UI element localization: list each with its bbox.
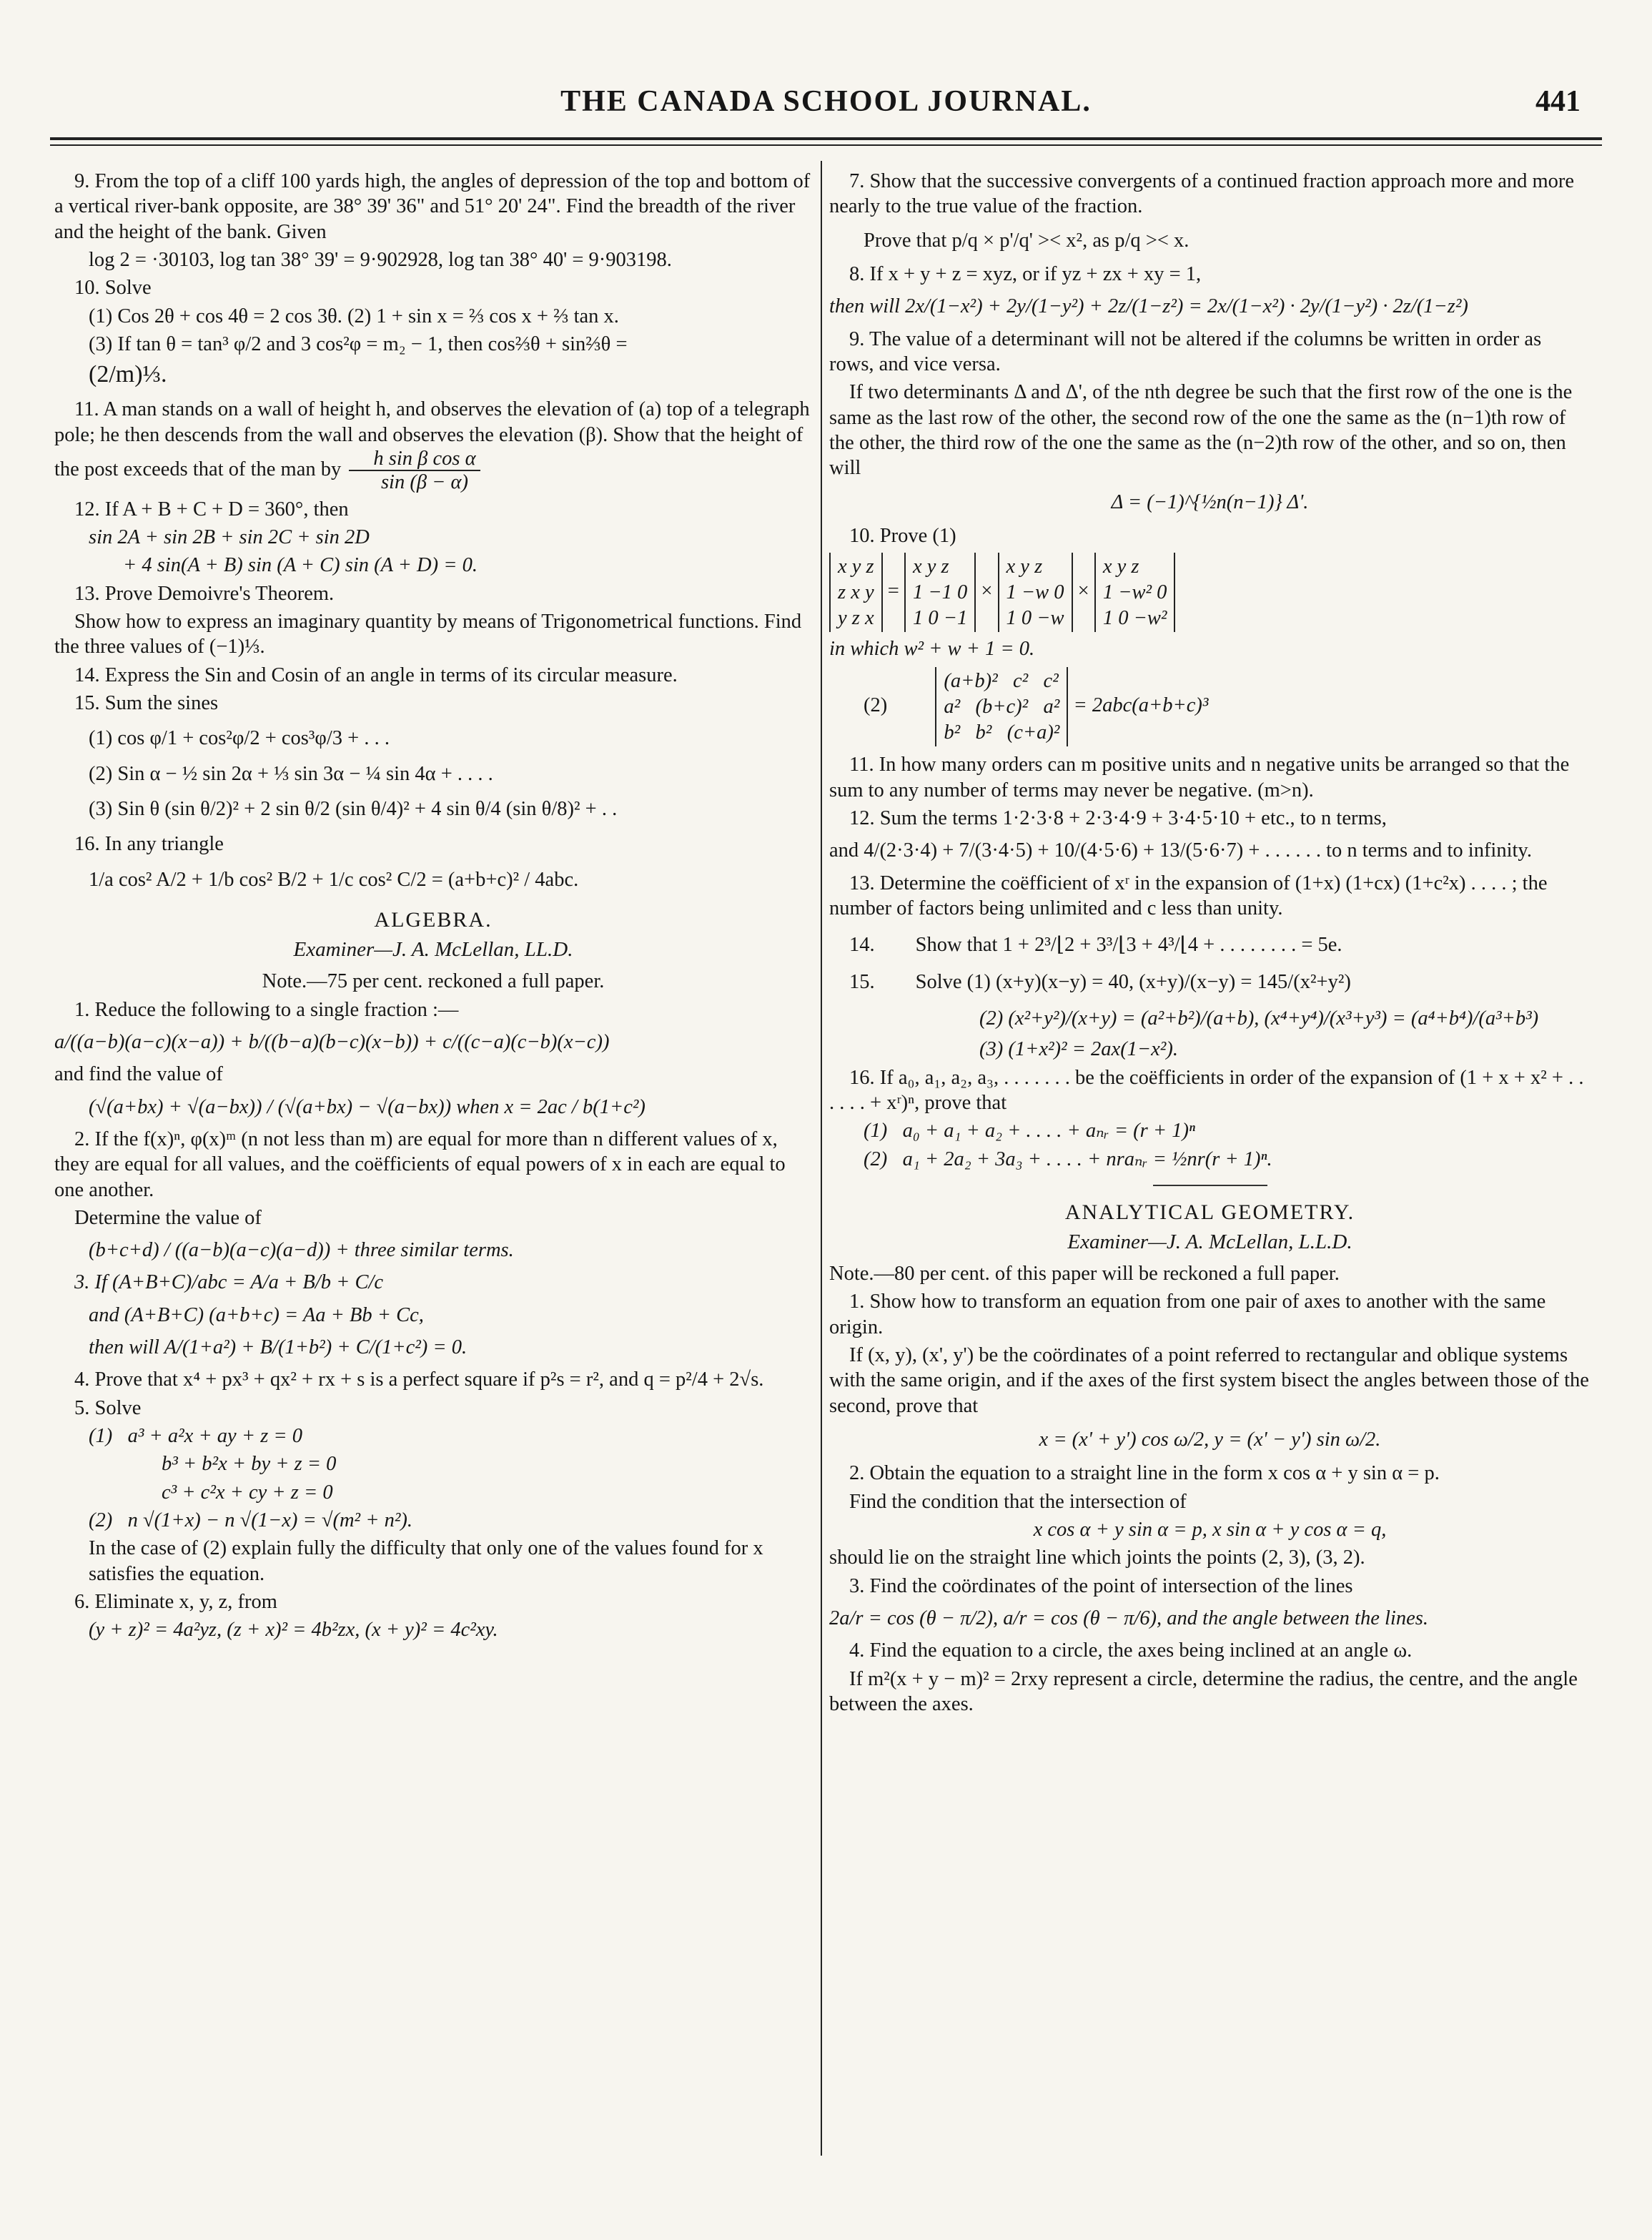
- right-column: [829, 169, 1591, 1720]
- geometry-question-1-c: x = (x' + y') cos ω/2, y = (x' − y') sin ω/2.: [1039, 1429, 1381, 1451]
- algebra-question-1: 1. Reduce the following to a single fraction :—: [74, 998, 459, 1021]
- algebra-question-3: 3. If (A+B+C)/abc = A/a + B/b + C/c: [74, 1271, 384, 1294]
- question-10: 10. Solve: [74, 277, 152, 300]
- question-11-numerator: h sin β cos α: [349, 448, 480, 471]
- algebra-question-16-part-2: (2) a₁ + 2a₂ + 3a₃ + . . . . + nraₙᵣ = ½nr(r + 1)ⁿ.: [864, 1148, 1272, 1170]
- determinant-3-row: 1 0 −w: [1006, 606, 1064, 629]
- question-10-part-1: (1) Cos 2θ + cos 4θ = 2 cos 3θ. (2) 1 + sin x = ⅔ cos x + ⅔ tan x.: [89, 305, 619, 327]
- question-16: 16. In any triangle: [74, 833, 224, 856]
- question-10-part-3: (3) If tan θ = tan³ φ/2 and 3 cos²φ = m₂ − 1, then cos⅔θ + sin⅔θ =: [89, 332, 628, 355]
- determinant-4-row: 1 0 −w²: [1102, 606, 1167, 629]
- geometry-question-4: 4. Find the equation to a circle, the axes being inclined at an angle ω.: [849, 1639, 1413, 1662]
- algebra-question-10: 10. Prove (1): [849, 524, 956, 547]
- equals-sign: =: [887, 580, 904, 603]
- algebra-question-15: 15. Solve (1) (x+y)(x−y) = 40, (x+y)/(x−y) = 145/(x²+y²): [849, 970, 1351, 993]
- determinant-5-row: (a+b)² c² c²: [944, 670, 1059, 693]
- algebra-heading: ALGEBRA.: [374, 908, 493, 932]
- determinant-1-row: z x y: [838, 581, 874, 603]
- algebra-question-10-determinants: [829, 553, 1591, 632]
- determinant-2-row: 1 −1 0: [912, 581, 968, 603]
- algebra-question-9-b: If two determinants Δ and Δ', of the nth degree be such that the first row of the one is the same as the last row of the other, the second row of the one the same as the (n−1)th row of the other, the third row of the one the same as the (n−2)th row of the other, and so on, then will: [829, 381, 1573, 480]
- algebra-examiner: Examiner—J. A. McLellan, LL.D.: [293, 938, 573, 962]
- determinant-5-row: b² b² (c+a)²: [944, 721, 1060, 744]
- question-16-equation: 1/a cos² A/2 + 1/b cos² B/2 + 1/c cos² C/2 = (a+b+c)² / 4abc.: [89, 868, 579, 891]
- algebra-question-5-eq-3: c³ + c²x + cy + z = 0: [162, 1481, 333, 1504]
- question-11-denominator: sin (β − α): [380, 471, 468, 494]
- header-rule-thin: [50, 144, 1602, 146]
- part-2-label: (2): [864, 694, 888, 717]
- algebra-question-2: 2. If the f(x)ⁿ, φ(x)ᵐ (n not less than m) are equal for more than n different values of x, they are equal for all values, and the coëfficients of equal powers of x in each are equal to one another.: [54, 1128, 786, 1201]
- question-15: 15. Sum the sines: [74, 692, 219, 715]
- question-13-body: Show how to express an imaginary quantity by means of Trigonometrical functions. Find the three values of (−1)⅓.: [54, 611, 802, 658]
- question-12-line-a: sin 2A + sin 2B + sin 2C + sin 2D: [89, 526, 370, 549]
- algebra-question-7: 7. Show that the successive convergents of a continued fraction approach more and more nearly to the true value of the fraction.: [829, 170, 1575, 218]
- algebra-question-15-part-3: (3) (1+x²)² = 2ax(1−x²).: [979, 1038, 1178, 1061]
- algebra-question-5-note: In the case of (2) explain fully the difficulty that only one of the values found for x satisfies the equation.: [89, 1537, 763, 1585]
- algebra-question-7-b: Prove that p/q × p'/q' >< x², as p/q >< x.: [864, 229, 1189, 252]
- geometry-question-2-d: should lie on the straight line which joints the points (2, 3), (3, 2).: [829, 1546, 1365, 1569]
- question-12-line-b: + 4 sin(A + B) sin (A + C) sin (A + D) = 0.: [123, 554, 478, 577]
- determinant-4: [1094, 553, 1176, 632]
- determinant-1: [829, 553, 883, 632]
- geometry-examiner: Examiner—J. A. McLellan, L.L.D.: [1067, 1230, 1352, 1254]
- algebra-question-14: 14. Show that 1 + 2³/⌊2 + 3³/⌊3 + 4³/⌊4 + . . . . . . . . = 5e.: [849, 934, 1342, 957]
- algebra-question-5-eq-1: (1) a³ + a²x + ay + z = 0: [89, 1425, 303, 1448]
- algebra-question-2-b: Determine the value of: [74, 1206, 262, 1229]
- algebra-question-5-part-2: (2) n √(1+x) − n √(1−x) = √(m² + n²).: [89, 1509, 412, 1532]
- determinant-2-row: 1 0 −1: [912, 606, 968, 629]
- question-12: 12. If A + B + C + D = 360°, then: [74, 498, 349, 520]
- determinant-4-row: x y z: [1102, 556, 1139, 578]
- algebra-question-8-b: then will 2x/(1−x²) + 2y/(1−y²) + 2z/(1−z²) = 2x/(1−x²) · 2y/(1−y²) · 2z/(1−z²): [829, 295, 1468, 318]
- determinant-5-row: a² (b+c)² a²: [944, 696, 1060, 719]
- question-15-part-3: (3) Sin θ (sin θ/2)² + 2 sin θ/2 (sin θ/4)² + 4 sin θ/4 (sin θ/8)² + . .: [89, 798, 618, 821]
- question-9: 9. From the top of a cliff 100 yards high, the angles of depression of the top and bottom of a vertical river-bank opposite, are 38° 39' 36" and 51° 20' 24". Find the breadth of the river and the height of the bank. Given: [54, 170, 811, 243]
- algebra-question-6: 6. Eliminate x, y, z, from: [74, 1591, 277, 1614]
- algebra-question-4: 4. Prove that x⁴ + px³ + qx² + rx + s is a perfect square if p²s = r², and q = p²/4 + 2√s.: [74, 1368, 764, 1391]
- question-10-part-3-result: (2/m)⅓.: [89, 361, 167, 388]
- part-2-result: = 2abc(a+b+c)³: [1073, 694, 1209, 717]
- algebra-question-10-part-2: [864, 667, 1591, 746]
- column-divider: [821, 161, 822, 2156]
- journal-title: THE CANADA SCHOOL JOURNAL.: [560, 85, 1092, 118]
- page-header: [50, 84, 1602, 134]
- times-sign: ×: [981, 580, 998, 603]
- geometry-question-3-b: 2a/r = cos (θ − π/2), a/r = cos (θ − π/6), and the angle between the lines.: [829, 1607, 1428, 1630]
- algebra-question-9-c: Δ = (−1)^{½n(n−1)} Δ'.: [1111, 490, 1309, 513]
- algebra-question-8: 8. If x + y + z = xyz, or if yz + zx + xy = 1,: [849, 262, 1202, 285]
- question-14: 14. Express the Sin and Cosin of an angle in terms of its circular measure.: [74, 663, 678, 686]
- algebra-question-3-b: and (A+B+C) (a+b+c) = Aa + Bb + Cc,: [89, 1303, 424, 1326]
- question-11-fraction: [349, 448, 480, 494]
- algebra-question-1-expression: a/((a−b)(a−c)(x−a)) + b/((b−a)(b−c)(x−b)) + c/((c−a)(c−b)(x−c)): [54, 1030, 610, 1053]
- times-sign: ×: [1077, 580, 1094, 603]
- algebra-question-16-part-1: (1) a₀ + a₁ + a₂ + . . . . + aₙᵣ = (r + 1)ⁿ: [864, 1120, 1195, 1143]
- algebra-question-5-eq-2: b³ + b²x + by + z = 0: [162, 1453, 337, 1476]
- determinant-1-row: y z x: [838, 606, 874, 629]
- geometry-note: Note.—80 per cent. of this paper will be reckoned a full paper.: [829, 1263, 1340, 1286]
- algebra-question-2-c: (b+c+d) / ((a−b)(a−c)(a−d)) + three similar terms.: [89, 1239, 514, 1262]
- question-13: 13. Prove Demoivre's Theorem.: [74, 582, 335, 605]
- algebra-question-11: 11. In how many orders can m positive units and n negative units be arranged so that the sum to any number of terms may never be negative. (m>n).: [829, 754, 1570, 801]
- determinant-4-row: 1 −w² 0: [1102, 581, 1167, 603]
- question-15-part-2: (2) Sin α − ½ sin 2α + ⅓ sin 3α − ¼ sin 4α + . . . .: [89, 762, 493, 785]
- algebra-question-15-part-2: (2) (x²+y²)/(x+y) = (a²+b²)/(a+b), (x⁴+y⁴)/(x³+y³) = (a⁴+b⁴)/(a³+b³): [979, 1007, 1539, 1030]
- geometry-question-1: 1. Show how to transform an equation from one pair of axes to another with the same origin.: [829, 1291, 1546, 1338]
- page-number: 441: [1535, 85, 1581, 118]
- algebra-question-13: 13. Determine the coëfficient of xʳ in the expansion of (1+x) (1+cx) (1+c²x) . . . . ; the number of factors being unlimited and c less than unity.: [829, 872, 1548, 919]
- geometry-question-2-b: Find the condition that the intersection of: [849, 1490, 1187, 1513]
- algebra-note: Note.—75 per cent. reckoned a full paper.: [262, 970, 605, 993]
- question-11-text: 11. A man stands on a wall of height h, and observes the elevation of (a) top of a telegraph pole; he then descends from the wall and observes the elevation (β). Show that the height of the post exceeds that of the man by: [54, 398, 810, 480]
- geometry-question-2: 2. Obtain the equation to a straight line in the form x cos α + y sin α = p.: [849, 1462, 1440, 1485]
- header-rule-thick: [50, 137, 1602, 140]
- geometry-question-1-b: If (x, y), (x', y') be the coördinates of a point referred to rectangular and oblique systems with the same origin, and if the axes of the first system bisect the angles between those of the second, prove that: [829, 1344, 1589, 1417]
- algebra-question-1-b: and find the value of: [54, 1063, 223, 1086]
- left-column: [54, 169, 812, 1646]
- determinant-2: [904, 553, 976, 632]
- determinant-1-row: x y z: [838, 556, 874, 578]
- algebra-question-6-equations: (y + z)² = 4a²yz, (z + x)² = 4b²zx, (x + y)² = 4c²xy.: [89, 1619, 498, 1642]
- geometry-question-2-c: x cos α + y sin α = p, x sin α + y cos α = q,: [1033, 1519, 1387, 1541]
- algebra-question-5: 5. Solve: [74, 1396, 142, 1419]
- question-11: [54, 397, 812, 493]
- question-9-logs: log 2 = ·30103, log tan 38° 39' = 9·902928, log tan 38° 40' = 9·903198.: [89, 248, 672, 271]
- question-15-part-1: (1) cos φ/1 + cos²φ/2 + cos³φ/3 + . . .: [89, 727, 390, 750]
- algebra-question-10-which: in which w² + w + 1 = 0.: [829, 638, 1035, 661]
- determinant-3-row: x y z: [1006, 556, 1043, 578]
- determinant-3-row: 1 −w 0: [1006, 581, 1064, 603]
- determinant-2-row: x y z: [912, 556, 949, 578]
- geometry-question-3: 3. Find the coördinates of the point of intersection of the lines: [849, 1574, 1353, 1597]
- determinant-5: [935, 667, 1068, 746]
- algebra-question-16: 16. If a₀, a₁, a₂, a₃, . . . . . . . be the coëfficients in order of the expansion of (1 + x + x² + . . . . . . + xʳ)ⁿ, prove that: [829, 1066, 1584, 1114]
- determinant-3: [998, 553, 1073, 632]
- algebra-question-12-b: and 4/(2·3·4) + 7/(3·4·5) + 10/(4·5·6) + 13/(5·6·7) + . . . . . . to n terms and to infinity.: [829, 839, 1532, 862]
- geometry-question-4-b: If m²(x + y − m)² = 2rxy represent a circle, determine the radius, the centre, and the angle between the axes.: [829, 1667, 1578, 1715]
- algebra-question-1-c: (√(a+bx) + √(a−bx)) / (√(a+bx) − √(a−bx)) when x = 2ac / b(1+c²): [89, 1095, 646, 1118]
- algebra-question-9: 9. The value of a determinant will not be altered if the columns be written in order as rows, and vice versa.: [829, 327, 1542, 375]
- section-divider: [1153, 1185, 1267, 1186]
- algebra-question-3-c: then will A/(1+a²) + B/(1+b²) + C/(1+c²) = 0.: [89, 1336, 468, 1359]
- geometry-heading: ANALYTICAL GEOMETRY.: [1064, 1200, 1355, 1224]
- algebra-question-12: 12. Sum the terms 1·2·3·8 + 2·3·4·9 + 3·4·5·10 + etc., to n terms,: [849, 807, 1387, 829]
